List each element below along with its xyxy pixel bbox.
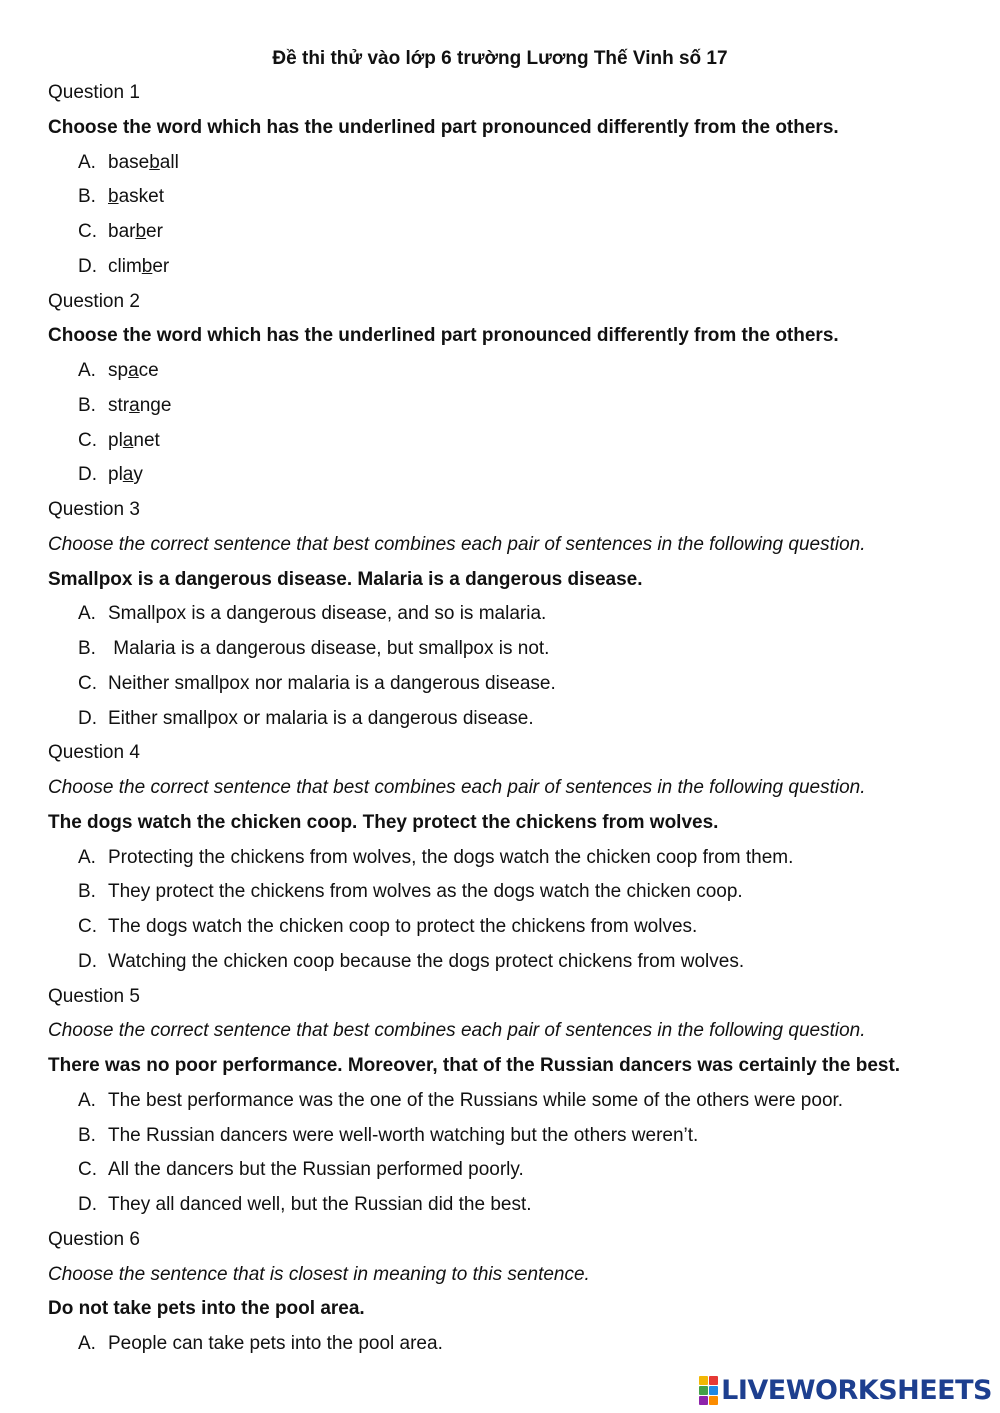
option-underlined-part: b bbox=[149, 151, 160, 173]
option-underlined-part: b bbox=[108, 186, 119, 208]
option-letter: C. bbox=[78, 916, 97, 937]
option-letter: D. bbox=[78, 464, 97, 486]
logo-square bbox=[699, 1376, 708, 1385]
option-letter: D. bbox=[78, 1194, 97, 1215]
page-title: Đề thi thử vào lớp 6 trường Lương Thế Vinh số 17 bbox=[272, 48, 728, 69]
option-text: The Russian dancers were well-worth watching but the others weren’t. bbox=[108, 1124, 699, 1146]
option-letter: C. bbox=[78, 672, 97, 694]
option-text-pre: pl bbox=[108, 429, 123, 451]
question-4-stem: The dogs watch the chicken coop. They protect the chickens from wolves. bbox=[48, 811, 719, 833]
worksheet-content bbox=[48, 82, 978, 1368]
question-3-stem: Smallpox is a dangerous disease. Malaria is a dangerous disease. bbox=[48, 568, 643, 590]
logo-square bbox=[709, 1396, 718, 1405]
option-letter: A. bbox=[78, 846, 96, 868]
option-text-post: nge bbox=[139, 394, 172, 416]
option-underlined-part: a bbox=[128, 360, 139, 381]
option-text: They all danced well, but the Russian did the best. bbox=[108, 1194, 532, 1215]
question-3-option-d[interactable] bbox=[48, 708, 978, 743]
question-1-option-b[interactable] bbox=[48, 186, 978, 221]
question-1-option-a[interactable] bbox=[48, 152, 978, 187]
option-letter: B. bbox=[78, 881, 96, 903]
option-letter: A. bbox=[78, 360, 96, 381]
option-letter: B. bbox=[78, 394, 96, 416]
logo-square bbox=[709, 1376, 718, 1385]
option-text: All the dancers but the Russian performed poorly. bbox=[108, 1159, 524, 1181]
option-letter: D. bbox=[78, 707, 97, 729]
question-4-option-a[interactable] bbox=[48, 847, 978, 882]
option-text-pre: sp bbox=[108, 360, 129, 381]
question-2-instruction: Choose the word which has the underlined part pronounced differently from the others. bbox=[48, 325, 839, 347]
option-text-pre: base bbox=[108, 151, 150, 173]
option-letter: D. bbox=[78, 255, 97, 277]
liveworksheets-watermark[interactable] bbox=[699, 1375, 992, 1405]
option-text: Either smallpox or malaria is a dangerous disease. bbox=[108, 707, 534, 729]
option-text-post: y bbox=[133, 464, 143, 486]
question-5-stem: There was no poor performance. Moreover, that of the Russian dancers was certainly the best. bbox=[48, 1055, 901, 1076]
question-2-option-d[interactable] bbox=[48, 464, 978, 499]
option-text-post: ce bbox=[138, 360, 159, 381]
option-underlined-part: b bbox=[141, 255, 153, 277]
question-1-label: Question 1 bbox=[48, 82, 140, 103]
question-5-option-a[interactable] bbox=[48, 1090, 978, 1125]
option-letter: B. bbox=[78, 638, 96, 659]
option-text-pre: pl bbox=[108, 464, 123, 486]
question-2-option-b[interactable] bbox=[48, 395, 978, 430]
question-3-instruction: Choose the correct sentence that best combines each pair of sentences in the following question. bbox=[48, 533, 866, 555]
option-text-post: all bbox=[159, 151, 179, 173]
logo-square bbox=[709, 1386, 718, 1395]
option-text: Smallpox is a dangerous disease, and so is malaria. bbox=[108, 603, 547, 625]
question-3-option-c[interactable] bbox=[48, 673, 978, 708]
question-6-option-a[interactable] bbox=[48, 1333, 978, 1368]
option-text: They protect the chickens from wolves as the dogs watch the chicken coop. bbox=[108, 881, 743, 903]
question-3-option-b[interactable] bbox=[48, 638, 978, 673]
question-5-instruction: Choose the correct sentence that best combines each pair of sentences in the following question. bbox=[48, 1020, 866, 1042]
option-text: People can take pets into the pool area. bbox=[108, 1333, 443, 1354]
option-underlined-part: a bbox=[129, 394, 140, 416]
option-text-post: net bbox=[133, 429, 160, 451]
question-1-instruction: Choose the word which has the underlined part pronounced differently from the others. bbox=[48, 116, 839, 138]
question-4-instruction: Choose the correct sentence that best combines each pair of sentences in the following question. bbox=[48, 777, 866, 798]
option-letter: C. bbox=[78, 1159, 97, 1181]
question-5-label: Question 5 bbox=[48, 985, 140, 1007]
question-4-option-d[interactable] bbox=[48, 951, 978, 986]
question-2-option-a[interactable] bbox=[48, 360, 978, 395]
option-text-post: asket bbox=[118, 186, 164, 208]
option-letter: A. bbox=[78, 603, 96, 625]
question-1-option-d[interactable] bbox=[48, 256, 978, 291]
option-letter: C. bbox=[78, 221, 97, 242]
question-6-stem: Do not take pets into the pool area. bbox=[48, 1298, 365, 1320]
option-letter: B. bbox=[78, 1124, 96, 1146]
logo-square bbox=[699, 1396, 708, 1405]
option-text: Malaria is a dangerous disease, but smallpox is not. bbox=[108, 638, 550, 659]
option-text: The dogs watch the chicken coop to protect the chickens from wolves. bbox=[108, 916, 698, 937]
option-underlined-part: b bbox=[135, 221, 147, 242]
option-letter: A. bbox=[78, 1089, 96, 1111]
question-3-label: Question 3 bbox=[48, 499, 140, 520]
option-text-post: er bbox=[146, 221, 163, 242]
option-text: Watching the chicken coop because the dogs protect chickens from wolves. bbox=[108, 950, 745, 972]
option-text: Neither smallpox nor malaria is a dangerous disease. bbox=[108, 672, 556, 694]
option-underlined-part: a bbox=[122, 429, 134, 451]
option-letter: A. bbox=[78, 151, 96, 173]
option-letter: C. bbox=[78, 429, 97, 451]
option-letter: B. bbox=[78, 186, 96, 208]
question-5-option-d[interactable] bbox=[48, 1194, 978, 1229]
question-4-option-b[interactable] bbox=[48, 881, 978, 916]
question-2-label: Question 2 bbox=[48, 290, 140, 312]
option-text-post: er bbox=[152, 255, 170, 277]
question-4-option-c[interactable] bbox=[48, 916, 978, 951]
option-text: Protecting the chickens from wolves, the dogs watch the chicken coop from them. bbox=[108, 846, 794, 868]
option-letter: D. bbox=[78, 950, 97, 972]
question-6-instruction: Choose the sentence that is closest in meaning to this sentence. bbox=[48, 1263, 590, 1285]
liveworksheets-logo-icon bbox=[699, 1376, 718, 1405]
question-3-option-a[interactable] bbox=[48, 603, 978, 638]
question-1-option-c[interactable] bbox=[48, 221, 978, 256]
question-5-option-b[interactable] bbox=[48, 1125, 978, 1160]
liveworksheets-logo-text: LIVEWORKSHEETS bbox=[721, 1374, 992, 1406]
option-text-pre: clim bbox=[108, 255, 142, 277]
option-letter: A. bbox=[78, 1333, 96, 1354]
question-6-label: Question 6 bbox=[48, 1228, 140, 1250]
option-text: The best performance was the one of the Russians while some of the others were poor. bbox=[108, 1089, 844, 1111]
question-5-option-c[interactable] bbox=[48, 1159, 978, 1194]
question-2-option-c[interactable] bbox=[48, 430, 978, 465]
option-underlined-part: a bbox=[122, 464, 134, 486]
option-text-pre: bar bbox=[108, 221, 136, 242]
logo-square bbox=[699, 1386, 708, 1395]
option-text-pre: str bbox=[108, 394, 130, 416]
question-4-label: Question 4 bbox=[48, 742, 140, 764]
